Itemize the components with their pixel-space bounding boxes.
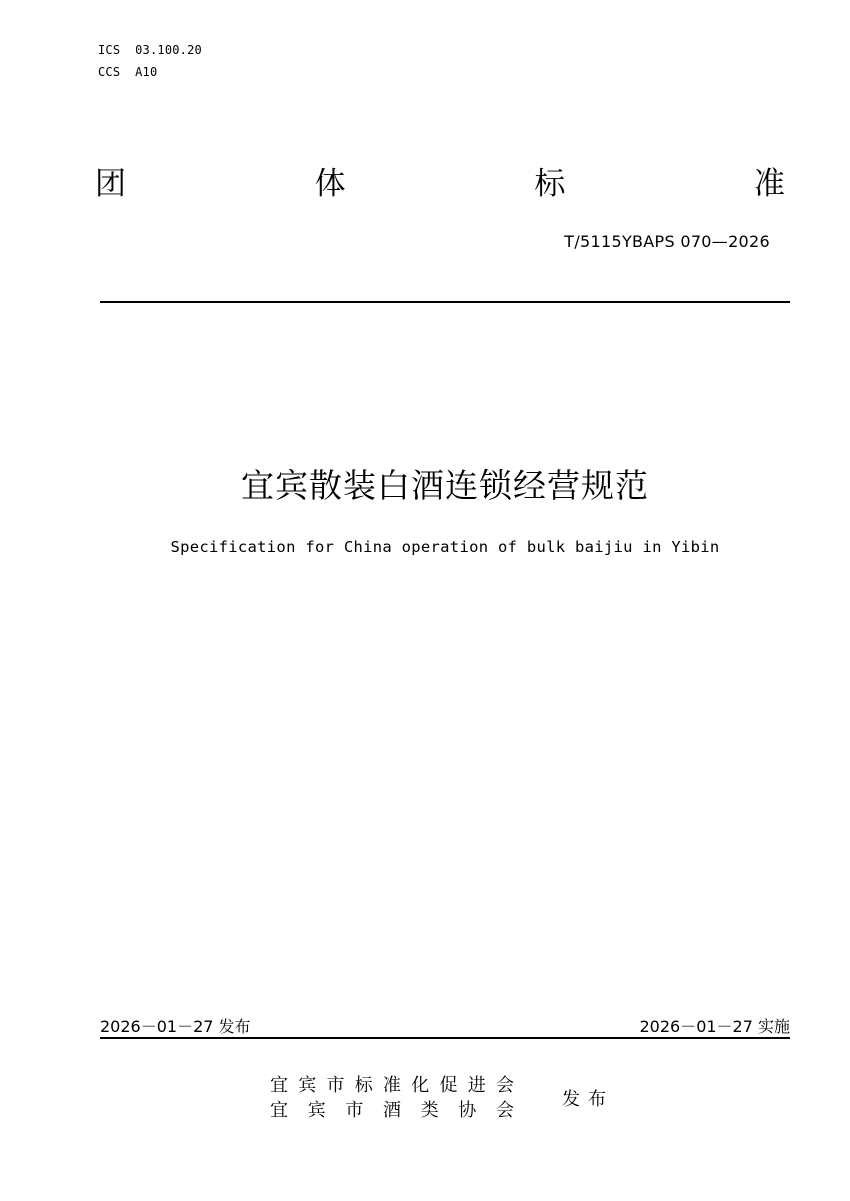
issuer-block	[270, 1073, 614, 1123]
issuer-char: 酒	[382, 1100, 401, 1121]
issuer-char: 促	[439, 1075, 458, 1096]
issuer-char: 宾	[307, 1100, 326, 1121]
issuer-char: 会	[495, 1100, 514, 1121]
issuer-char: 市	[345, 1100, 364, 1121]
publish-date: 2026－01－27 发布	[100, 1017, 251, 1036]
standard-number: T/5115YBAPS 070—2026	[564, 232, 770, 251]
issuer-list	[270, 1073, 514, 1123]
top-divider	[100, 301, 790, 303]
issuer-char: 宜	[270, 1075, 288, 1096]
heading-char: 标	[534, 166, 566, 202]
bottom-divider	[100, 1037, 790, 1039]
title-english: Specification for China operation of bulk baijiu in Yibin	[170, 538, 720, 556]
issuer-char: 类	[420, 1100, 439, 1121]
issuer-char: 进	[467, 1075, 486, 1096]
heading-char: 准	[753, 166, 785, 202]
heading-char: 体	[314, 166, 346, 202]
issuer-char: 准	[383, 1075, 401, 1096]
issuer-char: 市	[326, 1075, 345, 1096]
implement-date: 2026－01－27 实施	[639, 1017, 790, 1036]
document-type-heading	[95, 164, 785, 204]
ccs-code: CCS A10	[98, 65, 158, 79]
issue-label: 发布	[562, 1089, 614, 1110]
issuer-org-1	[270, 1073, 514, 1098]
issuer-char: 标	[354, 1075, 373, 1096]
issuer-org-2	[270, 1098, 514, 1123]
issuer-char: 会	[496, 1075, 514, 1096]
ics-code: ICS 03.100.20	[98, 43, 202, 57]
issuer-char: 宾	[298, 1075, 317, 1096]
issuer-char: 化	[411, 1075, 430, 1096]
issuer-char: 宜	[270, 1100, 288, 1121]
title-chinese: 宜宾散装白酒连锁经营规范	[241, 466, 649, 505]
issuer-char: 协	[458, 1100, 477, 1121]
heading-char: 团	[95, 166, 126, 202]
